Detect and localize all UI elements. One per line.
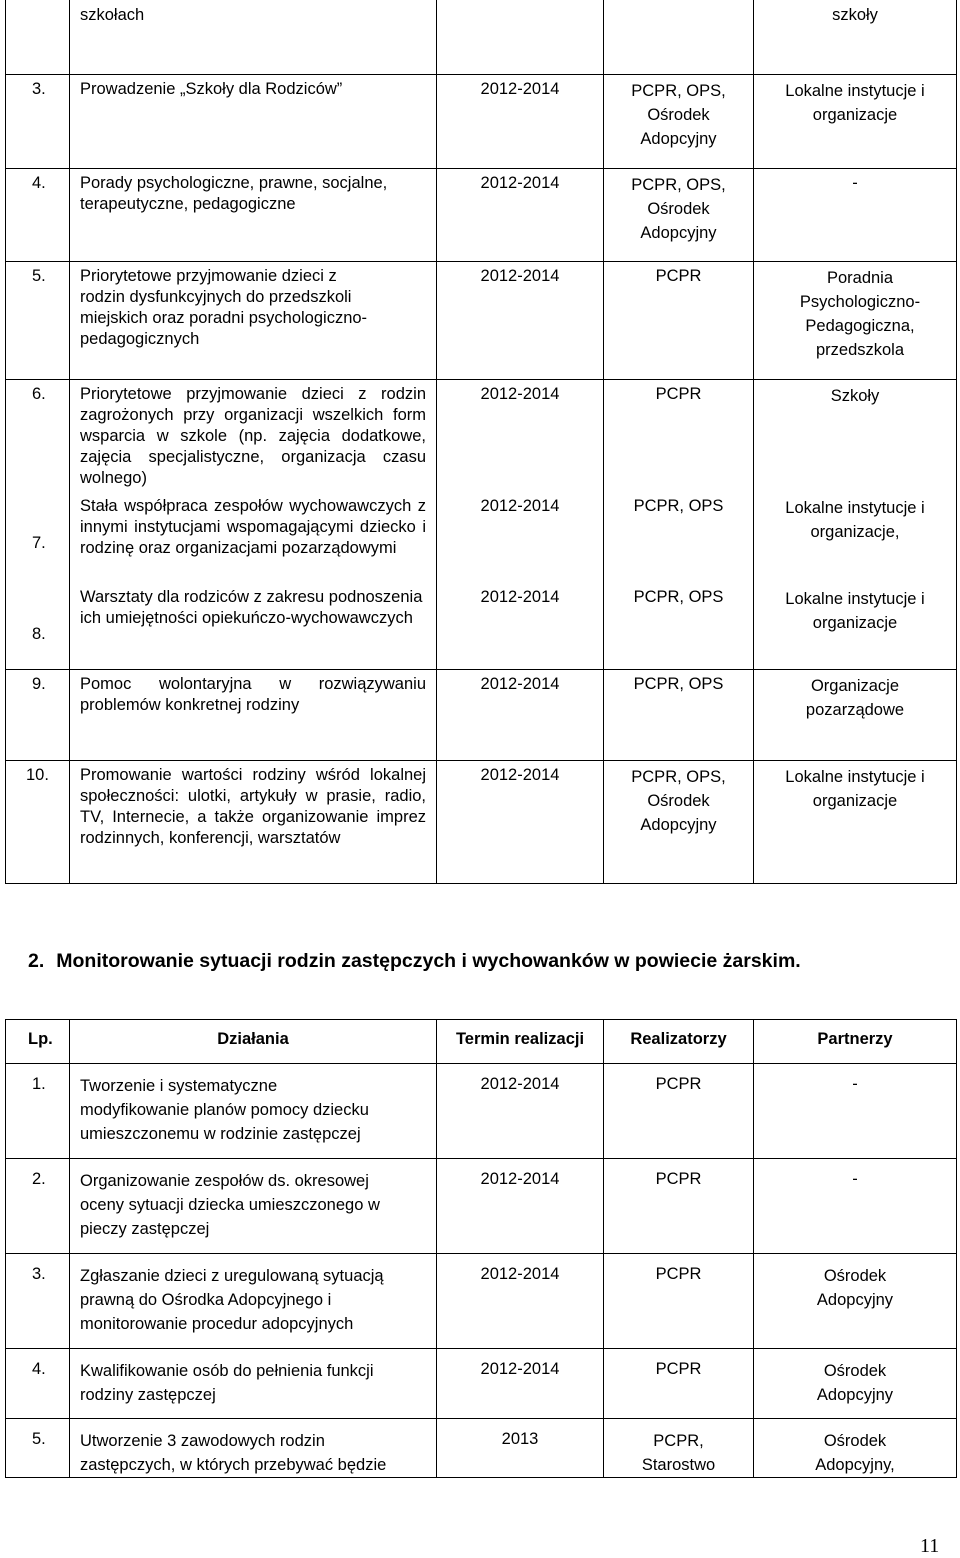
row-number: 5.	[6, 1419, 70, 1478]
actions-table-1	[5, 0, 957, 884]
partners-cell: -	[754, 1064, 957, 1159]
term-text: 2012-2014	[480, 385, 560, 403]
table-row	[6, 761, 957, 884]
partners-text: Lokalne instytucje i organizacje	[785, 590, 925, 632]
row-number: 8.	[32, 625, 46, 643]
partners-text: Lokalne instytucje i organizacje,	[785, 499, 925, 541]
header-action: Działania	[70, 1020, 437, 1064]
row-number: 2.	[6, 1159, 70, 1254]
table-row	[6, 262, 957, 380]
action-cell: Prowadzenie „Szkoły dla Rodziców”	[70, 75, 437, 169]
term-cell-stack	[437, 380, 604, 670]
row-number: 3.	[6, 1254, 70, 1349]
realizers-cell: PCPR, OPS, Ośrodek Adopcyjny	[604, 75, 754, 169]
row-number: 4.	[6, 169, 70, 262]
term-cell: 2012-2014	[437, 262, 604, 380]
table-row	[6, 169, 957, 262]
realizers-cell: PCPR	[604, 1349, 754, 1419]
realizers-text: PCPR, OPS	[633, 588, 724, 606]
realizers-cell: PCPR, OPS	[604, 670, 754, 761]
section-heading	[28, 951, 801, 972]
term-cell: 2012-2014	[437, 670, 604, 761]
page-number: 11	[920, 1535, 940, 1557]
row-number: 4.	[6, 1349, 70, 1419]
realizers-cell: PCPR, OPS, Ośrodek Adopcyjny	[604, 761, 754, 884]
table-row	[6, 1419, 957, 1478]
term-cell: 2012-2014	[437, 169, 604, 262]
term-cell: 2012-2014	[437, 1349, 604, 1419]
realizers-text: PCPR	[655, 385, 702, 403]
action-cell: Kwalifikowanie osób do pełnienia funkcji rodziny zastępczej	[70, 1349, 437, 1419]
row-number: 3.	[6, 75, 70, 169]
partners-cell: Lokalne instytucje i organizacje	[754, 75, 957, 169]
term-cell: 2012-2014	[437, 1254, 604, 1349]
action-cell-stack	[70, 380, 437, 670]
term-text: 2012-2014	[480, 497, 560, 515]
term-cell: 2012-2014	[437, 761, 604, 884]
term-cell: 2013	[437, 1419, 604, 1478]
table-row-group	[6, 380, 957, 670]
header-realizers: Realizatorzy	[604, 1020, 754, 1064]
realizers-cell: PCPR, Starostwo	[604, 1419, 754, 1478]
header-partners: Partnerzy	[754, 1020, 957, 1064]
action-cell: Promowanie wartości rodziny wśród lokalnej społeczności: ulotki, artykuły w prasie, radio, TV, Internecie, a także organizowanie imprez rodzinnych, konferencji, warsztatów	[70, 761, 437, 884]
term-cell: 2012-2014	[437, 1159, 604, 1254]
action-cell: szkołach	[70, 0, 437, 75]
realizers-text: PCPR, OPS	[633, 497, 724, 515]
partners-cell: Ośrodek Adopcyjny,	[754, 1419, 957, 1478]
table-row	[6, 1159, 957, 1254]
action-cell: Zgłaszanie dzieci z uregulowaną sytuacją prawną do Ośrodka Adopcyjnego i monitorowanie procedur adopcyjnych	[70, 1254, 437, 1349]
action-cell: Pomoc wolontaryjna w rozwiązywaniu problemów konkretnej rodziny	[70, 670, 437, 761]
table-row	[6, 1064, 957, 1159]
header-term: Termin realizacji	[437, 1020, 604, 1064]
realizers-cell: PCPR	[604, 1159, 754, 1254]
table-row	[6, 75, 957, 169]
section-title: Monitorowanie sytuacji rodzin zastępczych i wychowanków w powiecie żarskim.	[56, 950, 801, 972]
term-text: 2012-2014	[480, 588, 560, 606]
action-cell: Tworzenie i systematyczne modyfikowanie planów pomocy dziecku umieszczonemu w rodzinie zastępczej	[70, 1064, 437, 1159]
row-number: 9.	[6, 670, 70, 761]
partners-cell: Ośrodek Adopcyjny	[754, 1349, 957, 1419]
row-number: 5.	[6, 262, 70, 380]
partners-cell: -	[754, 1159, 957, 1254]
term-cell: 2012-2014	[437, 1064, 604, 1159]
header-lp: Lp.	[6, 1020, 70, 1064]
actions-table-2	[5, 1019, 957, 1478]
partners-cell: Poradnia Psychologiczno-Pedagogiczna, przedszkola	[754, 262, 957, 380]
table-row	[6, 0, 957, 75]
partners-cell-stack	[754, 380, 957, 670]
realizers-cell: PCPR, OPS, Ośrodek Adopcyjny	[604, 169, 754, 262]
row-number: 7.	[32, 534, 46, 552]
action-text: Stała współpraca zespołów wychowawczych z innymi instytucjami wspomagającymi dziecko i rodzinę oraz organizacjami pozarządowymi	[80, 497, 426, 557]
table-row	[6, 1254, 957, 1349]
action-cell: Porady psychologiczne, prawne, socjalne, terapeutyczne, pedagogiczne	[70, 169, 437, 262]
row-number: 10.	[6, 761, 70, 884]
row-numbers-stack	[6, 380, 70, 670]
realizers-cell: PCPR	[604, 1254, 754, 1349]
action-text: Warsztaty dla rodziców z zakresu podnoszenia ich umiejętności opiekuńczo-wychowawczych	[80, 588, 423, 627]
realizers-cell: PCPR	[604, 262, 754, 380]
partners-cell: Ośrodek Adopcyjny	[754, 1254, 957, 1349]
table-row	[6, 670, 957, 761]
table-header-row	[6, 1020, 957, 1064]
action-cell: Utworzenie 3 zawodowych rodzin zastępczych, w których przebywać będzie	[70, 1419, 437, 1478]
action-text: Priorytetowe przyjmowanie dzieci z rodzin zagrożonych przy organizacji wszelkich form wsparcia w szkole (np. zajęcia dodatkowe, zajęcia specjalistyczne, organizacja czasu wolnego)	[80, 385, 426, 487]
partners-cell: -	[754, 169, 957, 262]
realizers-cell-stack	[604, 380, 754, 670]
row-number: 6.	[32, 385, 46, 403]
partners-text: Szkoły	[830, 387, 880, 405]
action-cell: Organizowanie zespołów ds. okresowej oceny sytuacji dziecka umieszczonego w pieczy zastępczej	[70, 1159, 437, 1254]
term-cell: 2012-2014	[437, 75, 604, 169]
row-number: 1.	[6, 1064, 70, 1159]
partners-cell: Lokalne instytucje i organizacje	[754, 761, 957, 884]
action-cell: Priorytetowe przyjmowanie dzieci z rodzin dysfunkcyjnych do przedszkoli miejskich oraz poradni psychologiczno-pedagogicznych	[70, 262, 437, 380]
realizers-cell: PCPR	[604, 1064, 754, 1159]
section-number: 2.	[28, 950, 45, 972]
table-row	[6, 1349, 957, 1419]
partners-cell: szkoły	[754, 0, 957, 75]
partners-cell: Organizacje pozarządowe	[754, 670, 957, 761]
